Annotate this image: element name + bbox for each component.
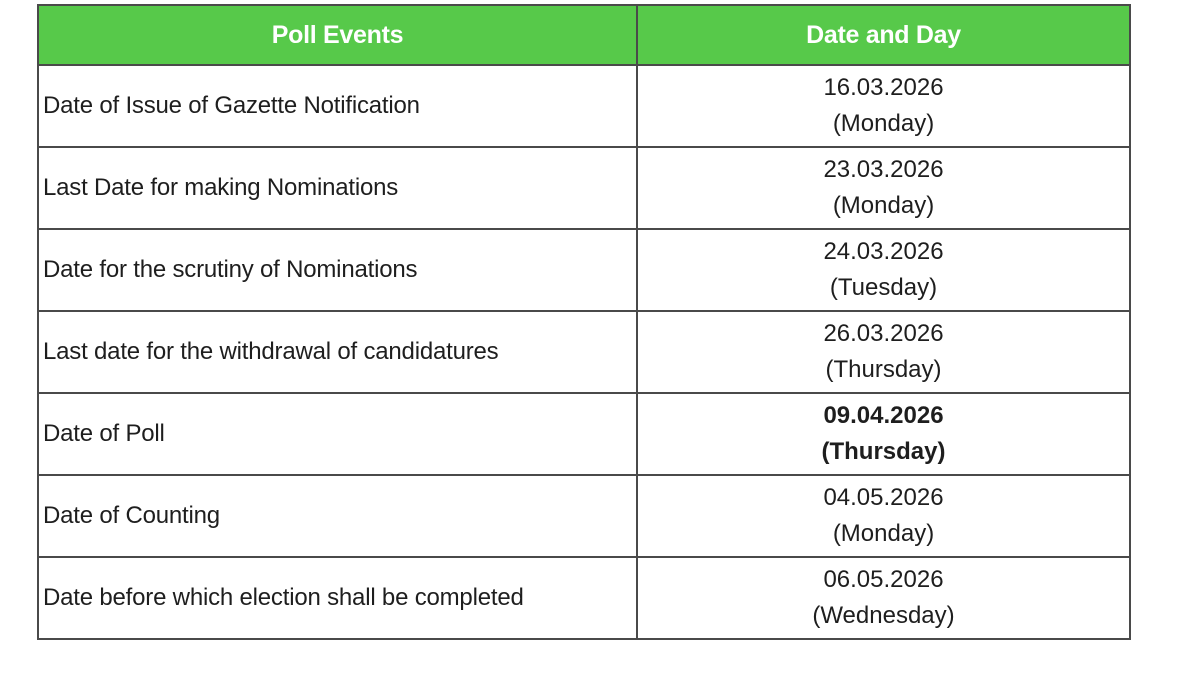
day-text: (Thursday) (821, 438, 946, 465)
date-cell (637, 311, 1130, 393)
date-cell (637, 557, 1130, 639)
day-text: (Wednesday) (812, 602, 955, 629)
date-text: 24.03.2026 (823, 238, 944, 265)
event-cell: Date of Poll (38, 393, 637, 475)
table-row (38, 475, 1130, 557)
day-text: (Monday) (832, 110, 935, 137)
event-cell: Date for the scrutiny of Nominations (38, 229, 637, 311)
table-row (38, 65, 1130, 147)
event-cell: Last Date for making Nominations (38, 147, 637, 229)
header-date-and-day: Date and Day (637, 5, 1130, 65)
event-cell: Last date for the withdrawal of candidatures (38, 311, 637, 393)
day-text: (Thursday) (825, 356, 942, 383)
date-text: 06.05.2026 (823, 566, 944, 593)
date-cell (637, 65, 1130, 147)
date-text: 16.03.2026 (823, 74, 944, 101)
event-cell: Date of Issue of Gazette Notification (38, 65, 637, 147)
day-text: (Monday) (832, 520, 935, 547)
header-row (38, 5, 1130, 65)
date-cell (637, 393, 1130, 475)
table-row (38, 229, 1130, 311)
table-row-poll-date (38, 393, 1130, 475)
date-text: 04.05.2026 (823, 484, 944, 511)
table-header (38, 5, 1130, 65)
date-cell (637, 147, 1130, 229)
poll-schedule-table (37, 4, 1131, 640)
event-cell: Date before which election shall be completed (38, 557, 637, 639)
date-cell (637, 475, 1130, 557)
day-text: (Monday) (832, 192, 935, 219)
date-cell (637, 229, 1130, 311)
day-text: (Tuesday) (829, 274, 938, 301)
table-row (38, 311, 1130, 393)
header-poll-events: Poll Events (38, 5, 637, 65)
table-body (38, 65, 1130, 639)
table-row (38, 147, 1130, 229)
table-row (38, 557, 1130, 639)
event-cell: Date of Counting (38, 475, 637, 557)
date-text: 09.04.2026 (823, 402, 944, 429)
date-text: 26.03.2026 (823, 320, 944, 347)
date-text: 23.03.2026 (823, 156, 944, 183)
